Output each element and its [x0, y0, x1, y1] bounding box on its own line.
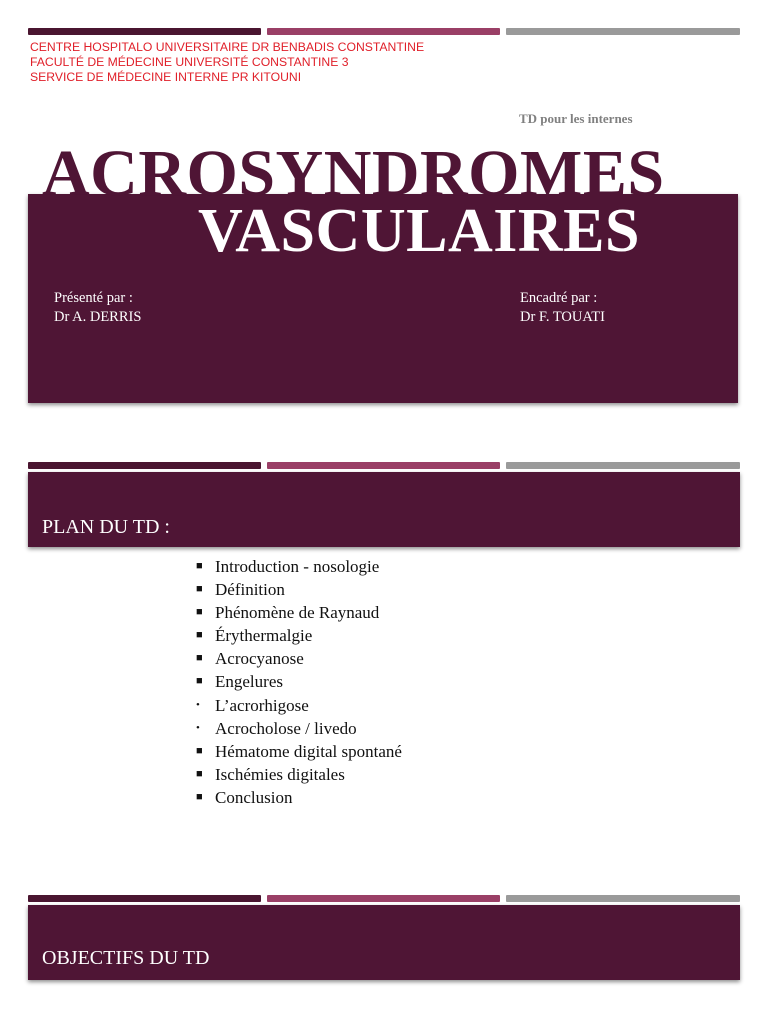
- supervisor-block: [520, 289, 605, 327]
- bullet-icon: ■: [196, 606, 203, 619]
- stripe-pink: [267, 28, 500, 35]
- bullet-icon: •: [196, 698, 200, 711]
- list-item: [196, 694, 402, 717]
- list-item: [196, 740, 402, 763]
- list-item-text: Acrocholose / livedo: [215, 718, 357, 738]
- stripe-pink: [267, 895, 500, 902]
- list-item-text: L’acrorhigose: [215, 695, 309, 715]
- list-item: [196, 670, 402, 693]
- list-item: [196, 601, 402, 624]
- supervisor-name: Dr F. TOUATI: [520, 309, 605, 325]
- bullet-icon: ■: [196, 560, 203, 572]
- institution-line: FACULTÉ DE MÉDECINE UNIVERSITÉ CONSTANTINE 3: [30, 55, 349, 69]
- stripe-gray: [506, 895, 740, 902]
- list-item-text: Conclusion: [215, 787, 293, 807]
- list-item-text: Hématome digital spontané: [215, 741, 402, 761]
- stripe-dark: [28, 462, 261, 469]
- stripe-pink: [267, 462, 500, 469]
- presenter-block: [54, 289, 141, 327]
- bullet-icon: ■: [196, 675, 203, 688]
- td-note: TD pour les internes: [519, 111, 633, 126]
- presenter-name: Dr A. DERRIS: [54, 309, 142, 325]
- presenter-label: Présenté par :: [54, 290, 133, 306]
- bullet-icon: ■: [196, 744, 203, 757]
- plan-heading: PLAN DU TD :: [42, 516, 170, 538]
- plan-band: [28, 472, 740, 547]
- list-item: [196, 717, 402, 740]
- list-item: [196, 786, 402, 809]
- institution-line: CENTRE HOSPITALO UNIVERSITAIRE DR BENBADIS CONSTANTINE: [30, 40, 425, 54]
- institution-line: SERVICE DE MÉDECINE INTERNE PR KITOUNI: [30, 70, 302, 84]
- stripe-gray: [506, 28, 740, 35]
- stripe-dark: [28, 28, 261, 35]
- title-line-1: ACROSYNDROMES: [42, 137, 665, 210]
- list-item: [196, 647, 402, 670]
- list-item: [196, 555, 402, 578]
- stripe-dark: [28, 895, 261, 902]
- list-item-text: Engelures: [215, 672, 283, 692]
- bullet-icon: ■: [196, 652, 203, 665]
- stripe-gray: [506, 462, 740, 469]
- bullet-icon: ■: [196, 790, 203, 803]
- list-item-text: Introduction - nosologie: [215, 557, 380, 576]
- objectives-band: [28, 905, 740, 980]
- list-item-text: Ischémies digitales: [215, 764, 345, 784]
- title-line-2: VASCULAIRES: [198, 197, 640, 265]
- list-item-text: Érythermalgie: [215, 626, 313, 646]
- institution-header: [30, 40, 424, 85]
- list-item: [196, 624, 402, 647]
- plan-list: [196, 555, 402, 809]
- list-item-text: Phénomène de Raynaud: [215, 603, 380, 623]
- bullet-icon: ■: [196, 583, 203, 596]
- bullet-icon: ■: [196, 629, 203, 642]
- supervisor-label: Encadré par :: [520, 290, 598, 306]
- list-item: [196, 763, 402, 786]
- list-item-text: Acrocyanose: [215, 649, 304, 669]
- bullet-icon: •: [196, 721, 200, 734]
- objectives-heading: OBJECTIFS DU TD: [42, 947, 210, 969]
- list-item-text: Définition: [215, 580, 285, 600]
- list-item: [196, 578, 402, 601]
- bullet-icon: ■: [196, 767, 203, 780]
